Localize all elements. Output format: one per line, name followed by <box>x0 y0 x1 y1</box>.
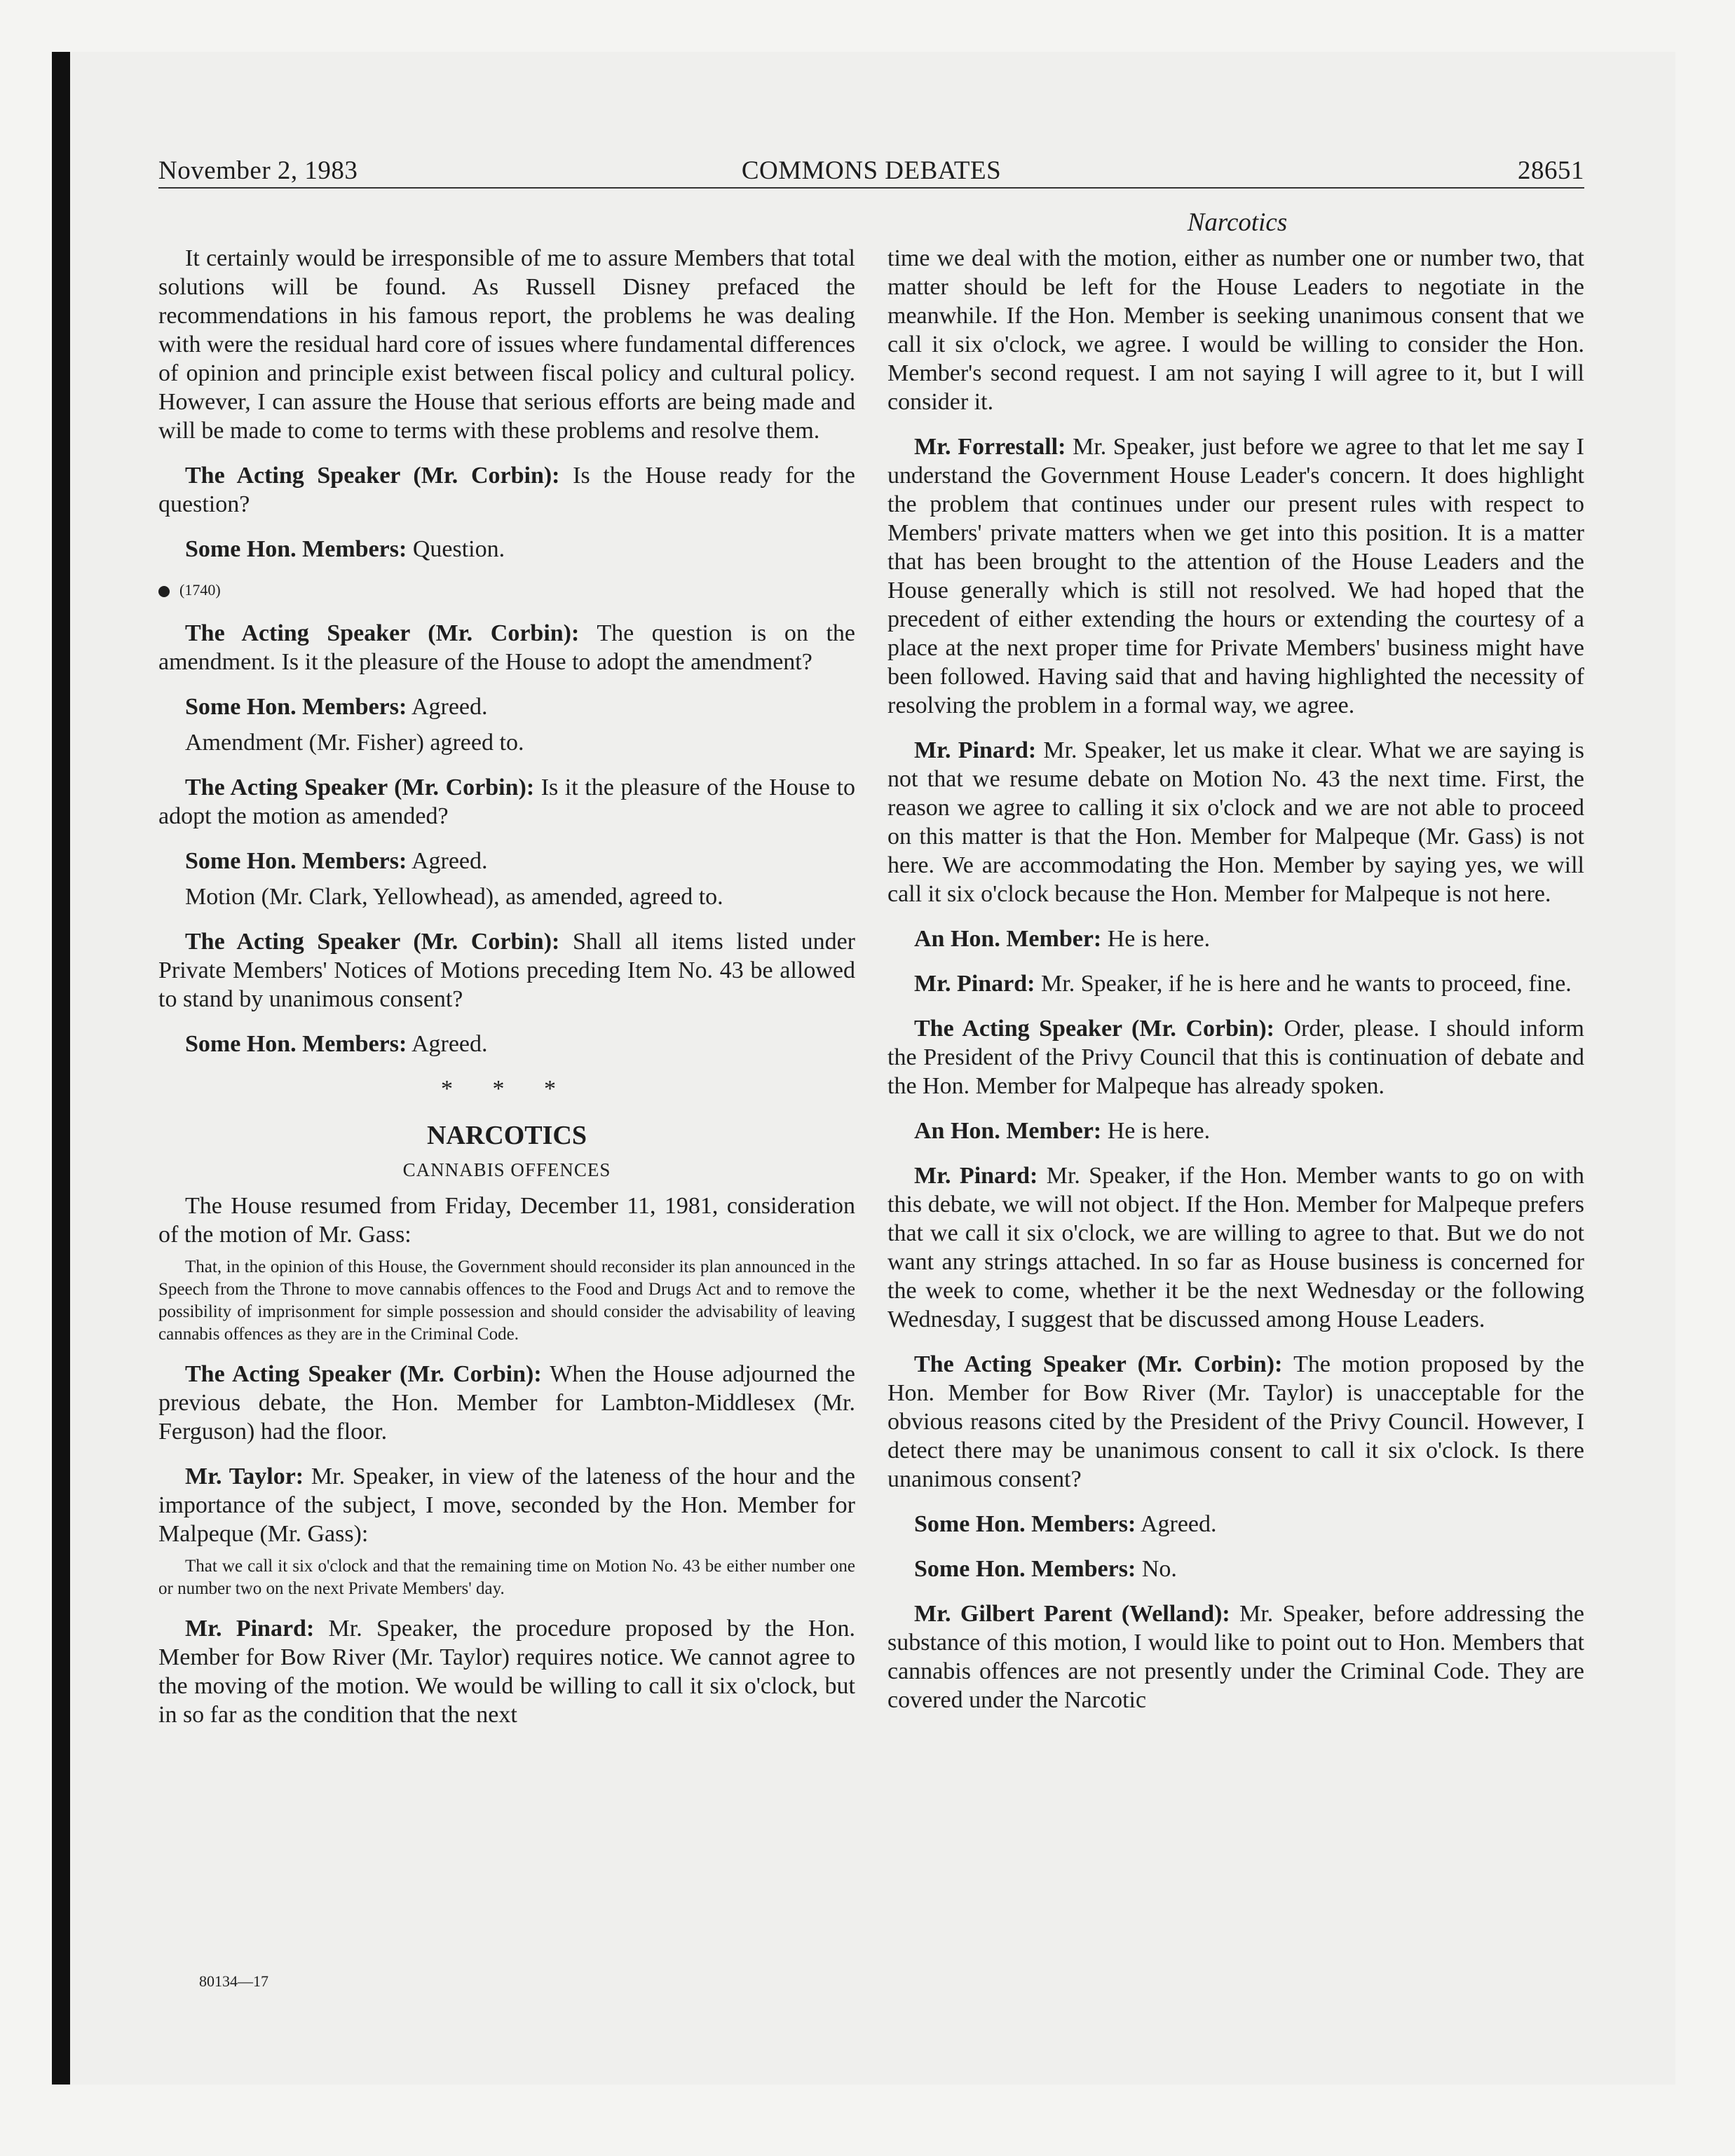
motion-quote: That we call it six o'clock and that the remaining time on Motion No. 43 be either number one or number two on the next Private Members' day. <box>158 1557 855 1598</box>
speaker: Mr. Pinard: <box>914 737 1037 763</box>
section-heading: NARCOTICS <box>426 1121 587 1150</box>
speech <box>158 619 855 676</box>
paragraph: It certainly would be irresponsible of me to assure Members that total solutions will be found. As Russell Disney prefaced the recommendations in his famous report, the problems he was dealing with were the residual hard core of issues where fundamental differences of opinion and principle exist between fiscal policy and cultural policy. However, I can assure the House that serious efforts are being made and will be made to come to terms with these problems and resolve them. <box>158 245 855 444</box>
speaker: Mr. Pinard: <box>185 1616 315 1642</box>
speech-text: Mr. Speaker, before addressing the substance of this motion, I would like to point out to Hon. Members that cannabis offences are not presently under the Criminal Code. They are covered under the Narcotic <box>887 1601 1584 1713</box>
speech-text: Order, please. I should inform the President of the Privy Council that this is continuation of debate and the Hon. Member for Malpeque has already spoken. <box>887 1016 1585 1099</box>
speech-text: Is it the pleasure of the House to adopt the motion as amended? <box>158 775 855 829</box>
speech <box>887 1599 1584 1714</box>
speaker: The Acting Speaker (Mr. Corbin): <box>185 929 560 955</box>
speaker: An Hon. Member: <box>914 926 1102 952</box>
speech <box>887 925 1584 953</box>
speaker: The Acting Speaker (Mr. Corbin): <box>914 1016 1275 1042</box>
timestamp-text: (1740) <box>179 581 221 599</box>
speech <box>887 969 1584 998</box>
right-column <box>887 244 1584 1731</box>
speaker: Mr. Pinard: <box>914 1163 1038 1189</box>
speech <box>158 461 855 519</box>
page-header <box>158 156 1584 189</box>
speech <box>158 773 855 831</box>
bullet-icon <box>158 586 170 597</box>
speech-text: Mr. Speaker, the procedure proposed by the Hon. Member for Bow River (Mr. Taylor) requires notice. We cannot agree to the moving of the motion. We would be willing to call it six o'clock, but in so far as the condition that the next <box>158 1616 855 1728</box>
speaker: Some Hon. Members: <box>185 694 407 720</box>
speech <box>887 736 1584 908</box>
paragraph: Amendment (Mr. Fisher) agreed to. <box>185 730 524 756</box>
speech-text: He is here. <box>1101 926 1211 952</box>
speech <box>887 1117 1584 1145</box>
speech-text: Question. <box>407 536 505 562</box>
speaker: Mr. Gilbert Parent (Welland): <box>914 1601 1230 1627</box>
speech-text: The question is on the amendment. Is it the pleasure of the House to adopt the amendment? <box>158 620 855 675</box>
speech-text: Agreed. <box>407 1031 488 1057</box>
speech <box>158 1614 855 1729</box>
paragraph: The House resumed from Friday, December 11, 1981, consideration of the motion of Mr. Gass: <box>158 1193 855 1248</box>
speech <box>158 927 855 1014</box>
footer-code: 80134—17 <box>199 1972 268 1990</box>
scan-edge <box>52 52 70 2085</box>
speaker: Mr. Pinard: <box>914 971 1035 997</box>
speech <box>158 692 855 721</box>
speech-text: Shall all items listed under Private Members' Notices of Motions preceding Item No. 43 be allowed to stand by unanimous consent? <box>158 929 855 1012</box>
speech <box>158 535 855 564</box>
speech-text: Mr. Speaker, just before we agree to that let me say I understand the Government House Leader's concern. It does highlight the problem that continues under our present rules with respect to Members' private matters when we get into this position. It is a matter that has been brought to the attention of the House Leaders and the House generally which is still not resolved. We had hoped that the precedent of either extending the hours or extending the courtesy of a place at the next proper time for Private Members' business might have been followed. Having said that and having highlighted the necessity of resolving the problem in a formal way, we agree. <box>887 434 1584 718</box>
speech <box>887 432 1584 720</box>
speech-text: Mr. Speaker, if the Hon. Member wants to go on with this debate, we will not object. If the Hon. Member for Malpeque prefers that we call it six o'clock, we are willing to agree to that. But we do not want any strings attached. In so far as House business is concerned for the week to come, whether it be the next Wednesday or the following Wednesday, I suggest that be discussed among House Leaders. <box>887 1163 1584 1332</box>
speech <box>887 1014 1584 1100</box>
speaker: Some Hon. Members: <box>185 1031 407 1057</box>
speech-text: The motion proposed by the Hon. Member for Bow River (Mr. Taylor) is unacceptable for the obvious reasons cited by the President of the Privy Council. However, I detect there may be unanimous consent to call it six o'clock. Is there unanimous consent? <box>887 1351 1584 1492</box>
speaker: The Acting Speaker (Mr. Corbin): <box>185 775 535 800</box>
speech <box>158 847 855 875</box>
header-page-number: 28651 <box>1518 156 1584 185</box>
speech <box>887 1350 1584 1494</box>
motion-quote: That, in the opinion of this House, the Government should reconsider its plan announced in the Speech from the Throne to move cannabis offences to the Food and Drugs Act and to remove the possibility of imprisonment for simple possession and should consider the advisability of leaving cannabis offences as they are in the Criminal Code. <box>158 1257 855 1344</box>
left-column <box>158 244 855 1745</box>
speaker: Mr. Forrestall: <box>914 434 1066 460</box>
paragraph: Motion (Mr. Clark, Yellowhead), as amended, agreed to. <box>185 884 723 910</box>
speaker: Some Hon. Members: <box>914 1511 1136 1537</box>
speaker: Some Hon. Members: <box>185 848 407 874</box>
speech-text: No. <box>1136 1556 1177 1582</box>
speaker: The Acting Speaker (Mr. Corbin): <box>185 1361 542 1387</box>
paragraph: time we deal with the motion, either as number one or number two, that matter should be left for the House Leaders to negotiate in the meanwhile. If the Hon. Member is seeking unanimous consent that we call it six o'clock, we agree. I would be willing to consider the Hon. Member's second request. I am not saying I will agree to it, but I will consider it. <box>887 245 1584 415</box>
speech-text: He is here. <box>1101 1118 1211 1144</box>
speaker: An Hon. Member: <box>914 1118 1102 1144</box>
speech <box>158 1462 855 1548</box>
speaker: The Acting Speaker (Mr. Corbin): <box>185 463 560 489</box>
speech-text: Agreed. <box>1136 1511 1217 1537</box>
speech <box>887 1510 1584 1538</box>
speech <box>158 1030 855 1058</box>
speaker: Some Hon. Members: <box>914 1556 1136 1582</box>
speech-text: When the House adjourned the previous debate, the Hon. Member for Lambton-Middlesex (Mr. Ferguson) had the floor. <box>158 1361 856 1445</box>
header-rule <box>158 187 1584 189</box>
speaker: Some Hon. Members: <box>185 536 407 562</box>
speech-text: Mr. Speaker, if he is here and he wants to proceed, fine. <box>1035 971 1572 997</box>
speech <box>158 1360 855 1446</box>
speech <box>887 1161 1584 1334</box>
section-separator: * * * <box>441 1076 573 1102</box>
timestamp <box>158 580 855 601</box>
section-subheading: CANNABIS OFFENCES <box>402 1159 611 1180</box>
speech-text: Mr. Speaker, let us make it clear. What we are saying is not that we resume debate on Motion No. 43 the next time. First, the reason we agree to calling it six o'clock and we are not able to proceed on this matter is that the Hon. Member for Malpeque (Mr. Gass) is not here. We are accommodating the Hon. Member by saying yes, we will call it six o'clock because the Hon. Member for Malpeque is not here. <box>887 737 1584 907</box>
speaker: The Acting Speaker (Mr. Corbin): <box>185 620 580 646</box>
speech-text: Is the House ready for the question? <box>158 463 856 517</box>
speech-text: Agreed. <box>407 848 488 874</box>
header-date: November 2, 1983 <box>158 156 358 185</box>
speech-text: Agreed. <box>407 694 488 720</box>
speech <box>887 1555 1584 1583</box>
speaker: Mr. Taylor: <box>185 1464 304 1489</box>
header-publication: COMMONS DEBATES <box>741 156 1002 185</box>
speech-text: Mr. Speaker, in view of the lateness of the hour and the importance of the subject, I move, seconded by the Hon. Member for Malpeque (Mr. Gass): <box>158 1464 855 1547</box>
speaker: The Acting Speaker (Mr. Corbin): <box>914 1351 1283 1377</box>
subject-heading: Narcotics <box>1187 208 1288 237</box>
